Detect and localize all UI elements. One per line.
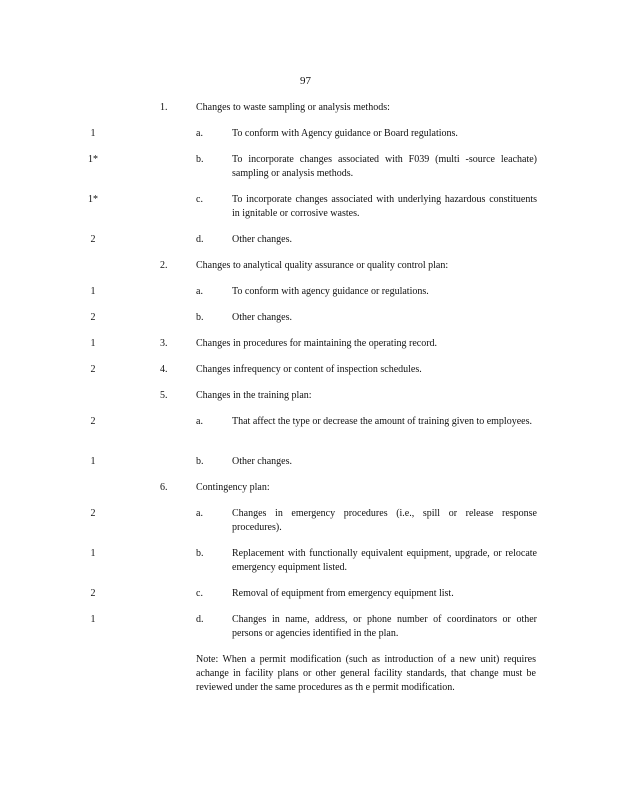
item-text: Changes in name, address, or phone number of coordinators or other persons or agencies identified in the plan.: [232, 614, 537, 639]
item-number: 1.: [160, 102, 168, 113]
list-item: [0, 193, 618, 223]
item-number: 6.: [160, 482, 168, 493]
item-text: To incorporate changes associated with underlying hazardous constituents in ignitable or corrosive wastes.: [232, 194, 537, 219]
item-number: 2.: [160, 260, 168, 271]
item-text: To conform with agency guidance or regulations.: [232, 286, 429, 297]
item-text: Other changes.: [232, 312, 292, 323]
item-number: 5.: [160, 390, 168, 401]
class-label: 2: [90, 588, 96, 599]
item-letter: d.: [196, 234, 204, 245]
item-text: Changes in procedures for maintaining the operating record.: [196, 338, 438, 349]
item-text: To conform with Agency guidance or Board regulations.: [232, 128, 458, 139]
item-text: Contingency plan:: [196, 482, 270, 493]
item-text: Removal of equipment from emergency equipment list.: [232, 588, 454, 599]
class-label: 1: [90, 614, 96, 625]
item-text: Changes in emergency procedures (i.e., spill or release response procedures).: [232, 508, 537, 533]
class-label: 1: [90, 128, 96, 139]
list-item: [0, 415, 618, 445]
item-letter: b.: [196, 456, 204, 467]
item-text: To incorporate changes associated with F039 (multi -source leachate) sampling or analysis methods.: [232, 154, 537, 179]
class-label: 1: [90, 286, 96, 297]
class-label: 2: [90, 508, 96, 519]
class-label: 2: [90, 312, 96, 323]
item-letter: b.: [196, 548, 204, 559]
class-label: 1: [90, 548, 96, 559]
class-label: 2: [90, 234, 96, 245]
item-text: Replacement with functionally equivalent equipment, upgrade, or relocate emergency equipment listed.: [232, 548, 537, 573]
item-text: Changes to analytical quality assurance or quality control plan:: [196, 260, 449, 271]
item-text: Other changes.: [232, 234, 292, 245]
item-text: Other changes.: [232, 456, 292, 467]
class-label: 1: [90, 456, 96, 467]
item-text: Changes infrequency or content of inspection schedules.: [196, 364, 422, 375]
item-letter: a.: [196, 508, 203, 519]
class-label: 2: [90, 416, 96, 427]
list-item: [0, 613, 618, 643]
item-text: That affect the type or decrease the amount of training given to employees.: [232, 416, 532, 427]
list-item: [0, 153, 618, 183]
item-letter: c.: [196, 194, 203, 205]
item-letter: b.: [196, 154, 204, 165]
item-text: Changes in the training plan:: [196, 390, 312, 401]
item-letter: a.: [196, 286, 203, 297]
item-text: Changes to waste sampling or analysis methods:: [196, 102, 390, 113]
item-number: 4.: [160, 364, 168, 375]
class-label: 1: [90, 338, 96, 349]
item-number: 3.: [160, 338, 168, 349]
class-label: 2: [90, 364, 96, 375]
item-letter: c.: [196, 588, 203, 599]
class-label: 1*: [88, 194, 98, 205]
list-item: [0, 547, 618, 577]
class-label: 1*: [88, 154, 98, 165]
item-letter: d.: [196, 614, 204, 625]
item-letter: a.: [196, 416, 203, 427]
note-paragraph: Note: When a permit modification (such as introduction of a new unit) requires achange in facility plans or other general facility standards, that change must be reviewed under the same procedures as th e permit modification.: [196, 654, 536, 693]
list-item: [0, 507, 618, 537]
item-letter: b.: [196, 312, 204, 323]
page-number: 97: [300, 75, 311, 87]
item-letter: a.: [196, 128, 203, 139]
